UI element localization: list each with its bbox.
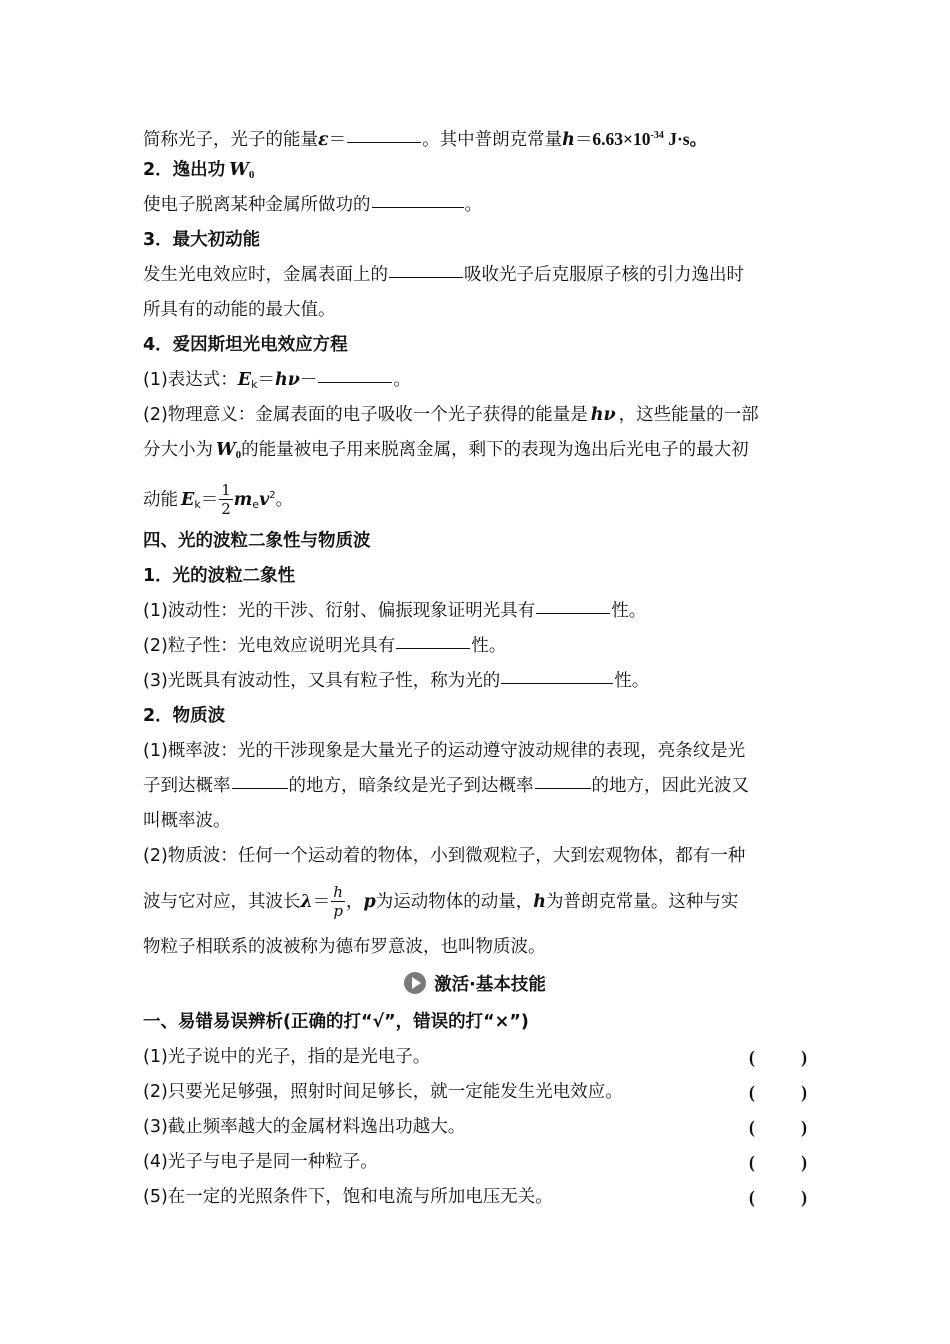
text: (1)概率波：光的干涉现象是大量光子的运动遵守波动规律的表现，亮条纹是光 [143, 741, 746, 761]
line-photon-energy [143, 118, 807, 153]
text: 的地方，因此光波又 [591, 776, 749, 796]
skill-section-header [143, 965, 807, 1005]
text: (2)粒子性：光电效应说明光具有 [143, 636, 396, 656]
text: 吸收光子后克服原子核的引力逸出时 [464, 265, 744, 285]
answer-blank[interactable] [389, 276, 463, 278]
line-matter-wave-2 [143, 874, 807, 930]
E-symbol: E [237, 370, 252, 390]
line-matter-wave-3 [143, 930, 807, 965]
superscript: 2 [269, 490, 276, 501]
heading-instruction: (正确的打“√”，错误的打“×”) [283, 1012, 529, 1032]
text: 简称光子，光子的能量 [143, 130, 318, 150]
text: 所具有的动能的最大值。 [143, 300, 336, 320]
equals: ＝ [257, 370, 276, 390]
lambda-symbol: λ [300, 892, 313, 912]
answer-parentheses[interactable] [749, 1040, 807, 1075]
answer-blank[interactable] [232, 787, 288, 789]
heading-text: 2．逸出功 [143, 160, 226, 180]
answer-parentheses[interactable] [749, 1075, 807, 1110]
judge-statement: (4)光子与电子是同一种粒子。 [143, 1152, 378, 1172]
subheading-duality [143, 559, 807, 594]
line-meaning-3 [143, 468, 807, 524]
equals: ＝ [328, 130, 347, 150]
text: 物粒子相联系的波被称为德布罗意波，也叫物质波。 [143, 937, 546, 957]
answer-blank[interactable] [396, 647, 470, 649]
paren-open: ( [749, 1117, 755, 1137]
judge-item [143, 1040, 807, 1075]
text: 。其中普朗克常量 [422, 130, 563, 150]
judge-statement: (2)只要光足够强，照射时间足够长，就一定能发生光电效应。 [143, 1082, 623, 1102]
text: 性。 [614, 671, 650, 691]
answer-parentheses[interactable] [749, 1180, 807, 1215]
equals: ＝ [574, 130, 593, 150]
paren-close: ) [801, 1082, 807, 1102]
E-symbol: E [181, 490, 195, 510]
line-prob-wave-3 [143, 804, 807, 839]
text: 为运动物体的动量， [375, 892, 534, 912]
fraction-one-half [219, 483, 233, 517]
line-prob-wave-1 [143, 734, 807, 769]
text: 分大小为 [143, 440, 213, 460]
text: ， [345, 892, 364, 912]
judge-item [143, 1075, 807, 1110]
minus: － [299, 370, 318, 390]
planck-exponent: -34 [650, 130, 664, 141]
text: (1)波动性：光的干涉、衍射、偏振现象证明光具有 [143, 601, 536, 621]
hv-symbol: hν [275, 370, 300, 390]
text: ，这些能量的一部 [618, 405, 759, 425]
text: 使电子脱离某种金属所做功的 [143, 195, 371, 215]
heading-text: 一、易错易误辨析 [143, 1012, 283, 1032]
heading-text: 四、光的波粒二象性与物质波 [143, 531, 371, 551]
subscript: e [252, 498, 260, 511]
text: 的地方，暗条纹是光子到达概率 [288, 776, 534, 796]
text: 。 [464, 195, 482, 215]
line-wave-nature [143, 594, 807, 629]
h-symbol: h [533, 892, 546, 912]
text: 波与它对应，其波长 [143, 892, 301, 912]
text: 的能量被电子用来脱离金属，剩下的表现为逸出后光电子的最大初 [241, 440, 749, 460]
line-matter-wave-1 [143, 839, 807, 874]
h-symbol: h [562, 130, 575, 150]
W-symbol: W [229, 160, 249, 180]
heading-max-kinetic-energy [143, 223, 807, 258]
judge-item [143, 1145, 807, 1180]
answer-blank[interactable] [501, 682, 613, 684]
equals: ＝ [312, 892, 331, 912]
answer-blank[interactable] [318, 381, 392, 383]
text: (1)表达式： [143, 370, 238, 390]
line-particle-nature [143, 629, 807, 664]
answer-blank[interactable] [535, 787, 591, 789]
paren-open: ( [749, 1082, 755, 1102]
answer-blank[interactable] [347, 141, 421, 143]
paren-open: ( [749, 1047, 755, 1067]
text: 。 [275, 490, 294, 510]
line-max-ke-2 [143, 293, 807, 328]
answer-blank[interactable] [536, 612, 610, 614]
judge-item [143, 1180, 807, 1215]
p-symbol: p [363, 892, 376, 912]
text: (3)光既具有波动性，又具有粒子性，称为光的 [143, 671, 501, 691]
line-expression [143, 363, 807, 398]
heading-text: 4．爱因斯坦光电效应方程 [143, 335, 348, 355]
subheading-matter-wave [143, 699, 807, 734]
text: 。 [393, 370, 411, 390]
planck-value: 6.63×10 [592, 129, 651, 149]
text: 为普朗克常量。这种与实 [545, 892, 739, 912]
epsilon-symbol: ε [318, 130, 329, 150]
line-work-function-def [143, 188, 807, 223]
line-meaning-1 [143, 398, 807, 433]
text: 性。 [611, 601, 647, 621]
play-circle-icon [404, 972, 426, 994]
paren-close: ) [801, 1152, 807, 1172]
heading-wave-particle [143, 524, 807, 559]
paren-open: ( [749, 1187, 755, 1207]
text: 动能 [143, 490, 178, 510]
paren-close: ) [801, 1187, 807, 1207]
answer-parentheses[interactable] [749, 1145, 807, 1180]
section-title: 激活·基本技能 [434, 975, 546, 995]
text: 叫概率波。 [143, 811, 231, 831]
line-meaning-2 [143, 433, 807, 468]
numerator: h [333, 883, 343, 901]
fraction-h-over-p [331, 885, 345, 919]
v-symbol: v [259, 490, 270, 510]
W-symbol: W [216, 440, 236, 460]
paren-open: ( [749, 1152, 755, 1172]
heading-text: 3．最大初动能 [143, 230, 261, 250]
line-duality [143, 664, 807, 699]
judge-heading [143, 1005, 807, 1040]
judge-statement: (5)在一定的光照条件下，饱和电流与所加电压无关。 [143, 1187, 553, 1207]
text: 性。 [471, 636, 507, 656]
text: (2)物理意义：金属表面的电子吸收一个光子获得的能量是 [143, 405, 588, 425]
text: 发生光电效应时，金属表面上的 [143, 265, 388, 285]
document-page [143, 118, 807, 1215]
subscript: 0 [235, 449, 242, 461]
heading-text: 2．物质波 [143, 706, 226, 726]
hv-symbol: hν [590, 405, 616, 425]
paren-close: ) [801, 1047, 807, 1067]
denominator: p [333, 902, 343, 920]
judge-item [143, 1110, 807, 1145]
numerator: 1 [221, 481, 231, 499]
answer-parentheses[interactable] [749, 1110, 807, 1145]
subscript: 0 [248, 169, 255, 181]
text: 子到达概率 [143, 776, 231, 796]
judge-statement: (1)光子说中的光子，指的是光电子。 [143, 1047, 431, 1067]
planck-unit: J·s。 [663, 129, 708, 149]
judge-statement: (3)截止频率越大的金属材料逸出功越大。 [143, 1117, 466, 1137]
line-max-ke-1 [143, 258, 807, 293]
subscript: k [194, 498, 201, 511]
heading-einstein-equation [143, 328, 807, 363]
heading-work-function [143, 153, 807, 188]
line-prob-wave-2 [143, 769, 807, 804]
paren-close: ) [801, 1117, 807, 1137]
denominator: 2 [221, 500, 231, 518]
heading-text: 1．光的波粒二象性 [143, 566, 296, 586]
text: (2)物质波：任何一个运动着的物体，小到微观粒子，大到宏观物体，都有一种 [143, 846, 746, 866]
subscript: k [251, 378, 258, 391]
equals: ＝ [200, 490, 219, 510]
answer-blank[interactable] [372, 206, 464, 208]
m-symbol: m [233, 490, 253, 510]
